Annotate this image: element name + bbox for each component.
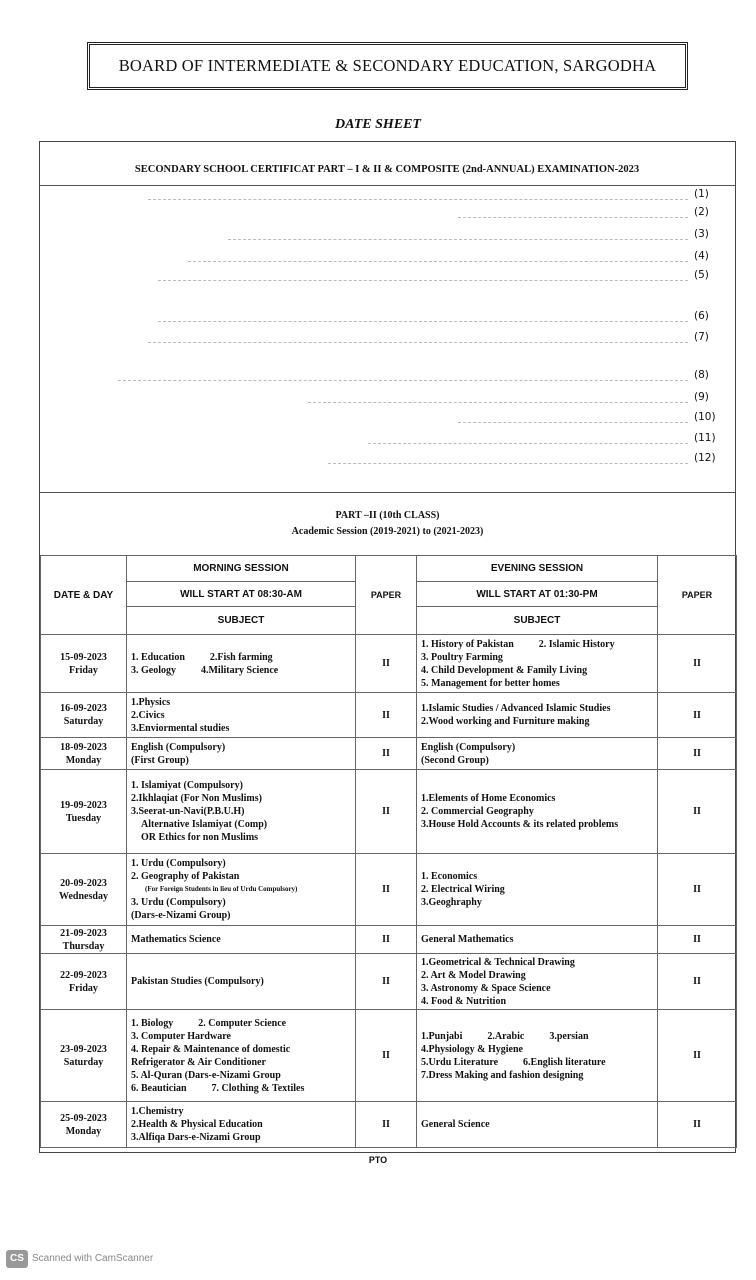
urdu-instruction-line [308,389,688,403]
subject-line: 1. Economics [421,871,478,882]
instruction-number: (2) [694,206,709,218]
date: 21-09-2023 [60,927,107,939]
subject-line: 2. Electrical Wiring [421,884,505,895]
morning-paper: II [356,635,417,693]
table-row [41,954,737,1010]
date-sheet-heading: DATE SHEET [335,117,421,132]
subject-line: (First Group) [131,754,189,766]
subject-line: 3. Urdu (Compulsory) [131,897,226,908]
subject-line: 1. Education 2.Fish farming [131,651,273,663]
subject-line: 2.Ikhlaqiat (For Non Muslims) [131,793,262,804]
date-cell [41,738,127,770]
morning-subjects [127,770,356,854]
date: 23-09-2023 [60,1043,107,1055]
instruction-number: (4) [694,250,709,262]
morning-subjects [127,954,356,1010]
evening-subjects [417,954,658,1010]
subject-line: (Second Group) [421,754,489,766]
evening-paper: II [658,1010,737,1102]
morning-paper: II [356,954,417,1010]
subject-line: 1. Urdu (Compulsory) [131,858,226,869]
subject-line: 3.Geoghraphy [421,897,482,908]
table-row [41,770,737,854]
header-evening-start: WILL START AT 01:30-PM [417,582,658,607]
header-paper: PAPER [658,556,737,635]
table-row [41,693,737,738]
morning-subjects [127,854,356,926]
evening-paper: II [658,854,737,926]
evening-subjects [417,693,658,738]
date: 19-09-2023 [60,799,107,811]
subject-line: 3.Enviormental studies [131,722,230,734]
subject-line: 4.Physiology & Hygiene [421,1043,523,1055]
subject-line: 1.Geometrical & Technical Drawing [421,956,575,968]
subject-line: English (Compulsory) [131,741,226,753]
morning-paper: II [356,770,417,854]
header-morning: MORNING SESSION [127,556,356,582]
date: 15-09-2023 [60,651,107,663]
date-cell [41,693,127,738]
subject-line: 1. History of Pakistan 2. Islamic History [421,638,615,650]
date-cell [41,1010,127,1102]
day: Wednesday [59,890,108,902]
subject-line: 1. Biology 2. Computer Science [131,1017,287,1029]
urdu-instruction-line [118,367,688,381]
subject-line: English (Compulsory) [421,741,516,753]
day: Monday [65,1125,102,1137]
subject-line: 1.Islamic Studies / Advanced Islamic Studies [421,703,611,714]
morning-subjects [127,693,356,738]
day: Friday [69,664,98,676]
instruction-number: (9) [694,391,709,403]
evening-subjects [417,738,658,770]
table-row [41,635,737,693]
instruction-number: (10) [694,411,716,423]
date-cell [41,954,127,1010]
exam-title: SECONDARY SCHOOL CERTIFICAT PART – I & II & COMPOSITE (2nd-ANNUAL) EXAMINATION-2023 [134,164,640,175]
scanner-text: Scanned with CamScanner [32,1253,154,1264]
morning-paper: II [356,854,417,926]
urdu-instruction-line [458,409,688,423]
urdu-instruction-line [148,186,688,200]
evening-paper: II [658,926,737,954]
subject-line: 3. Geology 4.Military Science [131,664,279,676]
day: Friday [69,982,98,994]
subject-line: 3.Alfiqa Dars-e-Nizami Group [131,1132,261,1143]
instruction-number: (12) [694,452,716,464]
subject-line: 1.Elements of Home Economics [421,793,556,804]
date-sheet-table [40,555,737,1148]
evening-subjects [417,635,658,693]
evening-subjects [417,770,658,854]
subject-line: 1. Islamiyat (Compulsory) [131,780,243,791]
subject-line: 4. Child Development & Family Living [421,664,588,676]
morning-subjects [127,738,356,770]
morning-paper: II [356,1010,417,1102]
morning-paper: II [356,1102,417,1148]
subject-line: 3.Seerat-un-Navi(P.B.U.H) [131,806,245,817]
subject-line: 5. Al-Quran (Dars-e-Nizami Group [131,1069,281,1081]
table-row [41,854,737,926]
part-title: PART –II (10th CLASS) [335,510,440,521]
evening-subjects [417,1102,658,1148]
header-subject: SUBJECT [127,607,356,635]
morning-subjects [127,635,356,693]
subject-line: 2. Art & Model Drawing [421,969,526,981]
day: Tuesday [65,812,102,824]
day: Monday [65,754,102,766]
pto-label: PTO [368,1155,388,1165]
subject-line: 2. Commercial Geography [421,806,534,817]
instruction-number: (5) [694,269,709,281]
instruction-number: (3) [694,228,709,240]
day: Saturday [63,1056,104,1068]
date: 20-09-2023 [60,877,107,889]
subject-line: 2.Civics [131,709,165,721]
evening-subjects [417,1010,658,1102]
subject-line: 4. Repair & Maintenance of domestic [131,1043,291,1055]
instruction-number: (11) [694,432,716,444]
date: 16-09-2023 [60,703,107,714]
subject-line: 6. Beautician 7. Clothing & Textiles [131,1082,305,1094]
divider [40,492,735,493]
subject-line: Pakistan Studies (Compulsory) [131,976,264,987]
date-cell [41,770,127,854]
subject-line: 3. Poultry Farming [421,651,503,663]
day: Thursday [62,940,105,952]
morning-subjects [127,1102,356,1148]
header-paper: PAPER [356,556,417,635]
header-morning-start: WILL START AT 08:30-AM [127,582,356,607]
urdu-instruction-line [148,329,688,343]
urdu-instruction-line [368,430,688,444]
table-row [41,1102,737,1148]
table-row [41,926,737,954]
subject-line: 3.House Hold Accounts & its related problems [421,819,619,830]
subject-line: (For Foreign Students in lieu of Urdu Compulsory) [145,885,298,893]
morning-subjects [127,1010,356,1102]
date: 22-09-2023 [60,969,107,981]
urdu-instruction-line [328,450,688,464]
subject-line: General Mathematics [421,934,514,945]
evening-paper: II [658,954,737,1010]
subject-line: 7.Dress Making and fashion designing [421,1069,584,1081]
evening-paper: II [658,770,737,854]
date-cell [41,1102,127,1148]
date-cell [41,854,127,926]
subject-line: (Dars-e-Nizami Group) [131,910,231,921]
urdu-instruction-line [158,308,688,322]
subject-line: 1.Punjabi 2.Arabic 3.persian [421,1030,589,1042]
subject-line: 1.Physics [131,696,171,708]
subject-line: 2. Geography of Pakistan [131,871,240,882]
evening-subjects [417,854,658,926]
urdu-instruction-line [458,204,688,218]
table-row [41,738,737,770]
evening-paper: II [658,1102,737,1148]
academic-session: Academic Session (2019-2021) to (2021-2023) [291,526,484,537]
subject-line: 5. Management for better homes [421,677,560,689]
subject-line: General Science [421,1119,490,1130]
instruction-number: (1) [694,188,709,200]
header-subject: SUBJECT [417,607,658,635]
day: Saturday [63,716,104,727]
subject-line: 2.Wood working and Furniture making [421,716,590,727]
urdu-instruction-line [188,248,688,262]
subject-line: 1.Chemistry [131,1106,184,1117]
urdu-instruction-line [158,267,688,281]
urdu-instruction-line [228,226,688,240]
date: 18-09-2023 [60,741,107,753]
evening-paper: II [658,635,737,693]
subject-line: 2.Health & Physical Education [131,1119,263,1130]
board-title: BOARD OF INTERMEDIATE & SECONDARY EDUCATION, SARGODHA [87,42,688,90]
instruction-number: (7) [694,331,709,343]
evening-paper: II [658,738,737,770]
subject-line: 4. Food & Nutrition [421,995,506,1007]
evening-paper: II [658,693,737,738]
date-cell [41,926,127,954]
scanner-watermark [6,1250,153,1268]
subject-line: 3. Astronomy & Space Science [421,982,551,994]
date-cell [41,635,127,693]
subject-line: 3. Computer Hardware [131,1030,231,1042]
subject-line: OR Ethics for non Muslims [131,832,259,843]
morning-subjects [127,926,356,954]
camscanner-logo: CS [6,1250,28,1268]
header-evening: EVENING SESSION [417,556,658,582]
morning-paper: II [356,693,417,738]
table-row [41,1010,737,1102]
instruction-number: (8) [694,369,709,381]
header-date-day: DATE & DAY [41,556,127,635]
morning-paper: II [356,926,417,954]
evening-subjects [417,926,658,954]
morning-paper: II [356,738,417,770]
date: 25-09-2023 [60,1112,107,1124]
instruction-number: (6) [694,310,709,322]
subject-line: Refrigerator & Air Conditioner [131,1056,266,1068]
subject-line: 5.Urdu Literature 6.English literature [421,1056,606,1068]
subject-line: Mathematics Science [131,934,221,945]
subject-line: Alternative Islamiyat (Comp) [131,819,268,830]
